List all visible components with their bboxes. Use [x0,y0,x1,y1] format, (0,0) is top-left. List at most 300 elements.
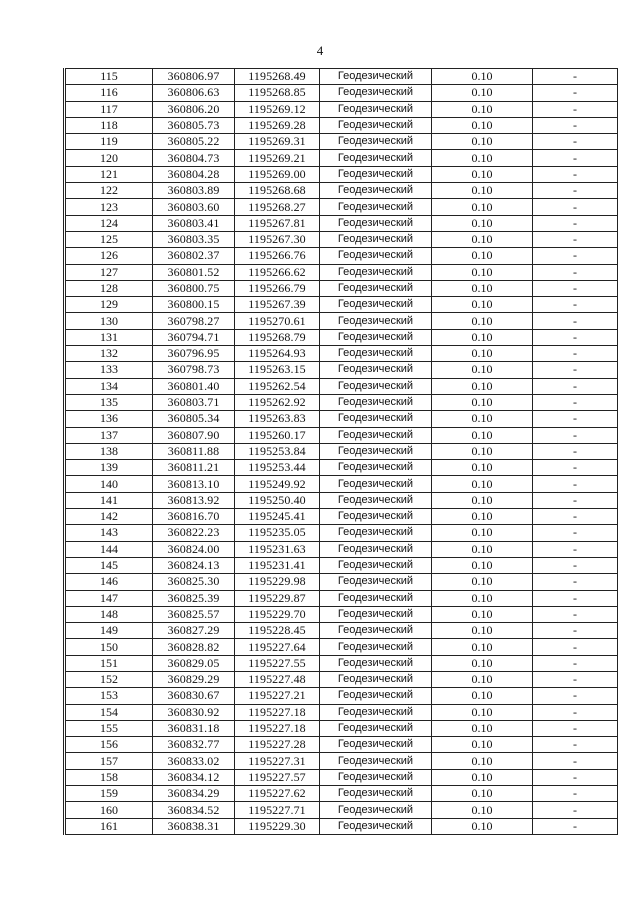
y-coordinate-cell: 1195227.21 [235,688,320,704]
note-cell: - [533,215,618,231]
precision-cell: 0.10 [432,639,533,655]
y-coordinate-cell: 1195270.61 [235,313,320,329]
precision-cell: 0.10 [432,378,533,394]
precision-cell: 0.10 [432,215,533,231]
y-coordinate-cell: 1195267.30 [235,231,320,247]
precision-cell: 0.10 [432,460,533,476]
method-cell: Геодезический [320,492,432,508]
x-coordinate-cell: 360800.15 [153,297,235,313]
precision-cell: 0.10 [432,69,533,85]
method-cell: Геодезический [320,590,432,606]
point-number-cell: 131 [65,329,153,345]
point-number-cell: 120 [65,150,153,166]
y-coordinate-cell: 1195263.83 [235,411,320,427]
precision-cell: 0.10 [432,199,533,215]
y-coordinate-cell: 1195262.92 [235,394,320,410]
point-number-cell: 116 [65,85,153,101]
method-cell: Геодезический [320,443,432,459]
y-coordinate-cell: 1195266.76 [235,248,320,264]
x-coordinate-cell: 360825.39 [153,590,235,606]
method-cell: Геодезический [320,802,432,818]
table-row [65,248,618,264]
point-number-cell: 149 [65,623,153,639]
point-number-cell: 118 [65,117,153,133]
x-coordinate-cell: 360794.71 [153,329,235,345]
x-coordinate-cell: 360813.92 [153,492,235,508]
y-coordinate-cell: 1195269.28 [235,117,320,133]
y-coordinate-cell: 1195266.62 [235,264,320,280]
point-number-cell: 122 [65,183,153,199]
x-coordinate-cell: 360830.92 [153,704,235,720]
x-coordinate-cell: 360822.23 [153,525,235,541]
y-coordinate-cell: 1195229.30 [235,818,320,834]
precision-cell: 0.10 [432,704,533,720]
table-row [65,509,618,525]
x-coordinate-cell: 360803.60 [153,199,235,215]
y-coordinate-cell: 1195227.62 [235,786,320,802]
note-cell: - [533,460,618,476]
point-number-cell: 136 [65,411,153,427]
point-number-cell: 155 [65,720,153,736]
x-coordinate-cell: 360796.95 [153,346,235,362]
method-cell: Геодезический [320,688,432,704]
note-cell: - [533,85,618,101]
method-cell: Геодезический [320,737,432,753]
point-number-cell: 137 [65,427,153,443]
point-number-cell: 135 [65,394,153,410]
precision-cell: 0.10 [432,117,533,133]
x-coordinate-cell: 360803.35 [153,231,235,247]
precision-cell: 0.10 [432,655,533,671]
note-cell: - [533,264,618,280]
method-cell: Геодезический [320,574,432,590]
y-coordinate-cell: 1195268.49 [235,69,320,85]
method-cell: Геодезический [320,427,432,443]
x-coordinate-cell: 360805.73 [153,117,235,133]
method-cell: Геодезический [320,818,432,834]
method-cell: Геодезический [320,362,432,378]
point-number-cell: 128 [65,280,153,296]
method-cell: Геодезический [320,264,432,280]
table-row [65,150,618,166]
method-cell: Геодезический [320,378,432,394]
x-coordinate-cell: 360834.12 [153,769,235,785]
method-cell: Геодезический [320,297,432,313]
note-cell: - [533,280,618,296]
point-number-cell: 142 [65,509,153,525]
precision-cell: 0.10 [432,394,533,410]
y-coordinate-cell: 1195269.21 [235,150,320,166]
point-number-cell: 126 [65,248,153,264]
page-number: 4 [316,43,324,58]
table-row [65,69,618,85]
point-number-cell: 146 [65,574,153,590]
x-coordinate-cell: 360827.29 [153,623,235,639]
note-cell: - [533,623,618,639]
x-coordinate-cell: 360806.63 [153,85,235,101]
coordinates-table-body [65,69,618,835]
x-coordinate-cell: 360805.34 [153,411,235,427]
method-cell: Геодезический [320,166,432,182]
x-coordinate-cell: 360816.70 [153,509,235,525]
note-cell: - [533,704,618,720]
x-coordinate-cell: 360813.10 [153,476,235,492]
y-coordinate-cell: 1195227.64 [235,639,320,655]
y-coordinate-cell: 1195227.71 [235,802,320,818]
y-coordinate-cell: 1195231.63 [235,541,320,557]
method-cell: Геодезический [320,541,432,557]
point-number-cell: 121 [65,166,153,182]
note-cell: - [533,427,618,443]
table-row [65,101,618,117]
y-coordinate-cell: 1195253.44 [235,460,320,476]
x-coordinate-cell: 360833.02 [153,753,235,769]
table-row [65,280,618,296]
x-coordinate-cell: 360800.75 [153,280,235,296]
x-coordinate-cell: 360811.21 [153,460,235,476]
note-cell: - [533,362,618,378]
y-coordinate-cell: 1195267.81 [235,215,320,231]
x-coordinate-cell: 360806.20 [153,101,235,117]
method-cell: Геодезический [320,509,432,525]
y-coordinate-cell: 1195245.41 [235,509,320,525]
x-coordinate-cell: 360834.52 [153,802,235,818]
point-number-cell: 127 [65,264,153,280]
point-number-cell: 117 [65,101,153,117]
method-cell: Геодезический [320,117,432,133]
point-number-cell: 133 [65,362,153,378]
note-cell: - [533,443,618,459]
precision-cell: 0.10 [432,574,533,590]
note-cell: - [533,492,618,508]
table-row [65,297,618,313]
precision-cell: 0.10 [432,427,533,443]
x-coordinate-cell: 360838.31 [153,818,235,834]
precision-cell: 0.10 [432,492,533,508]
point-number-cell: 161 [65,818,153,834]
table-row [65,329,618,345]
precision-cell: 0.10 [432,134,533,150]
method-cell: Геодезический [320,199,432,215]
x-coordinate-cell: 360801.40 [153,378,235,394]
point-number-cell: 143 [65,525,153,541]
precision-cell: 0.10 [432,769,533,785]
precision-cell: 0.10 [432,541,533,557]
y-coordinate-cell: 1195227.55 [235,655,320,671]
note-cell: - [533,509,618,525]
y-coordinate-cell: 1195262.54 [235,378,320,394]
point-number-cell: 152 [65,671,153,687]
note-cell: - [533,818,618,834]
note-cell: - [533,117,618,133]
method-cell: Геодезический [320,557,432,573]
precision-cell: 0.10 [432,443,533,459]
method-cell: Геодезический [320,753,432,769]
note-cell: - [533,590,618,606]
precision-cell: 0.10 [432,297,533,313]
y-coordinate-cell: 1195268.68 [235,183,320,199]
y-coordinate-cell: 1195268.27 [235,199,320,215]
method-cell: Геодезический [320,655,432,671]
x-coordinate-cell: 360830.67 [153,688,235,704]
y-coordinate-cell: 1195229.98 [235,574,320,590]
method-cell: Геодезический [320,460,432,476]
table-row [65,183,618,199]
x-coordinate-cell: 360832.77 [153,737,235,753]
note-cell: - [533,769,618,785]
method-cell: Геодезический [320,280,432,296]
note-cell: - [533,574,618,590]
table-row [65,753,618,769]
precision-cell: 0.10 [432,362,533,378]
table-row [65,720,618,736]
point-number-cell: 151 [65,655,153,671]
note-cell: - [533,753,618,769]
note-cell: - [533,69,618,85]
note-cell: - [533,639,618,655]
method-cell: Геодезический [320,231,432,247]
point-number-cell: 123 [65,199,153,215]
method-cell: Геодезический [320,69,432,85]
precision-cell: 0.10 [432,411,533,427]
note-cell: - [533,786,618,802]
note-cell: - [533,394,618,410]
precision-cell: 0.10 [432,248,533,264]
table-row [65,802,618,818]
x-coordinate-cell: 360804.28 [153,166,235,182]
y-coordinate-cell: 1195249.92 [235,476,320,492]
x-coordinate-cell: 360805.22 [153,134,235,150]
point-number-cell: 129 [65,297,153,313]
point-number-cell: 139 [65,460,153,476]
note-cell: - [533,737,618,753]
note-cell: - [533,231,618,247]
y-coordinate-cell: 1195235.05 [235,525,320,541]
method-cell: Геодезический [320,720,432,736]
table-row [65,541,618,557]
note-cell: - [533,297,618,313]
note-cell: - [533,150,618,166]
x-coordinate-cell: 360803.71 [153,394,235,410]
x-coordinate-cell: 360804.73 [153,150,235,166]
note-cell: - [533,802,618,818]
precision-cell: 0.10 [432,476,533,492]
table-row [65,769,618,785]
note-cell: - [533,688,618,704]
precision-cell: 0.10 [432,329,533,345]
note-cell: - [533,378,618,394]
precision-cell: 0.10 [432,264,533,280]
table-row [65,134,618,150]
point-number-cell: 115 [65,69,153,85]
y-coordinate-cell: 1195260.17 [235,427,320,443]
method-cell: Геодезический [320,623,432,639]
table-row [65,215,618,231]
x-coordinate-cell: 360803.89 [153,183,235,199]
x-coordinate-cell: 360811.88 [153,443,235,459]
table-row [65,443,618,459]
note-cell: - [533,329,618,345]
precision-cell: 0.10 [432,101,533,117]
point-number-cell: 119 [65,134,153,150]
precision-cell: 0.10 [432,590,533,606]
y-coordinate-cell: 1195227.31 [235,753,320,769]
precision-cell: 0.10 [432,150,533,166]
note-cell: - [533,183,618,199]
y-coordinate-cell: 1195267.39 [235,297,320,313]
method-cell: Геодезический [320,786,432,802]
x-coordinate-cell: 360828.82 [153,639,235,655]
y-coordinate-cell: 1195227.18 [235,704,320,720]
table-row [65,623,618,639]
method-cell: Геодезический [320,134,432,150]
table-row [65,525,618,541]
precision-cell: 0.10 [432,818,533,834]
y-coordinate-cell: 1195227.18 [235,720,320,736]
table-row [65,378,618,394]
table-row [65,427,618,443]
method-cell: Геодезический [320,525,432,541]
table-row [65,460,618,476]
precision-cell: 0.10 [432,231,533,247]
note-cell: - [533,671,618,687]
note-cell: - [533,606,618,622]
note-cell: - [533,199,618,215]
table-row [65,688,618,704]
point-number-cell: 144 [65,541,153,557]
point-number-cell: 156 [65,737,153,753]
x-coordinate-cell: 360807.90 [153,427,235,443]
point-number-cell: 141 [65,492,153,508]
x-coordinate-cell: 360829.05 [153,655,235,671]
precision-cell: 0.10 [432,525,533,541]
method-cell: Геодезический [320,101,432,117]
point-number-cell: 158 [65,769,153,785]
note-cell: - [533,346,618,362]
note-cell: - [533,313,618,329]
point-number-cell: 148 [65,606,153,622]
table-row [65,737,618,753]
note-cell: - [533,411,618,427]
table-row [65,264,618,280]
x-coordinate-cell: 360825.30 [153,574,235,590]
y-coordinate-cell: 1195228.45 [235,623,320,639]
precision-cell: 0.10 [432,557,533,573]
precision-cell: 0.10 [432,737,533,753]
y-coordinate-cell: 1195269.12 [235,101,320,117]
x-coordinate-cell: 360798.73 [153,362,235,378]
method-cell: Геодезический [320,150,432,166]
point-number-cell: 157 [65,753,153,769]
x-coordinate-cell: 360824.00 [153,541,235,557]
point-number-cell: 130 [65,313,153,329]
x-coordinate-cell: 360801.52 [153,264,235,280]
note-cell: - [533,557,618,573]
y-coordinate-cell: 1195229.87 [235,590,320,606]
table-row [65,313,618,329]
y-coordinate-cell: 1195266.79 [235,280,320,296]
precision-cell: 0.10 [432,688,533,704]
method-cell: Геодезический [320,85,432,101]
table-row [65,117,618,133]
table-row [65,362,618,378]
y-coordinate-cell: 1195227.57 [235,769,320,785]
table-row [65,574,618,590]
method-cell: Геодезический [320,704,432,720]
y-coordinate-cell: 1195263.15 [235,362,320,378]
method-cell: Геодезический [320,183,432,199]
precision-cell: 0.10 [432,280,533,296]
method-cell: Геодезический [320,329,432,345]
note-cell: - [533,166,618,182]
precision-cell: 0.10 [432,753,533,769]
x-coordinate-cell: 360798.27 [153,313,235,329]
note-cell: - [533,541,618,557]
y-coordinate-cell: 1195227.28 [235,737,320,753]
y-coordinate-cell: 1195264.93 [235,346,320,362]
point-number-cell: 147 [65,590,153,606]
point-number-cell: 150 [65,639,153,655]
table-row [65,476,618,492]
method-cell: Геодезический [320,215,432,231]
precision-cell: 0.10 [432,802,533,818]
point-number-cell: 124 [65,215,153,231]
precision-cell: 0.10 [432,786,533,802]
table-row [65,818,618,834]
table-row [65,639,618,655]
precision-cell: 0.10 [432,671,533,687]
coordinates-table [63,68,618,835]
note-cell: - [533,476,618,492]
table-row [65,786,618,802]
y-coordinate-cell: 1195231.41 [235,557,320,573]
note-cell: - [533,525,618,541]
note-cell: - [533,101,618,117]
table-row [65,199,618,215]
x-coordinate-cell: 360825.57 [153,606,235,622]
precision-cell: 0.10 [432,720,533,736]
method-cell: Геодезический [320,411,432,427]
x-coordinate-cell: 360834.29 [153,786,235,802]
table-row [65,557,618,573]
point-number-cell: 125 [65,231,153,247]
method-cell: Геодезический [320,606,432,622]
point-number-cell: 160 [65,802,153,818]
point-number-cell: 138 [65,443,153,459]
x-coordinate-cell: 360806.97 [153,69,235,85]
precision-cell: 0.10 [432,313,533,329]
x-coordinate-cell: 360802.37 [153,248,235,264]
precision-cell: 0.10 [432,166,533,182]
table-row [65,85,618,101]
method-cell: Геодезический [320,769,432,785]
note-cell: - [533,720,618,736]
precision-cell: 0.10 [432,623,533,639]
y-coordinate-cell: 1195269.31 [235,134,320,150]
table-row [65,346,618,362]
point-number-cell: 140 [65,476,153,492]
precision-cell: 0.10 [432,509,533,525]
precision-cell: 0.10 [432,85,533,101]
method-cell: Геодезический [320,248,432,264]
precision-cell: 0.10 [432,183,533,199]
y-coordinate-cell: 1195268.85 [235,85,320,101]
method-cell: Геодезический [320,346,432,362]
method-cell: Геодезический [320,671,432,687]
method-cell: Геодезический [320,313,432,329]
table-row [65,411,618,427]
table-row [65,590,618,606]
